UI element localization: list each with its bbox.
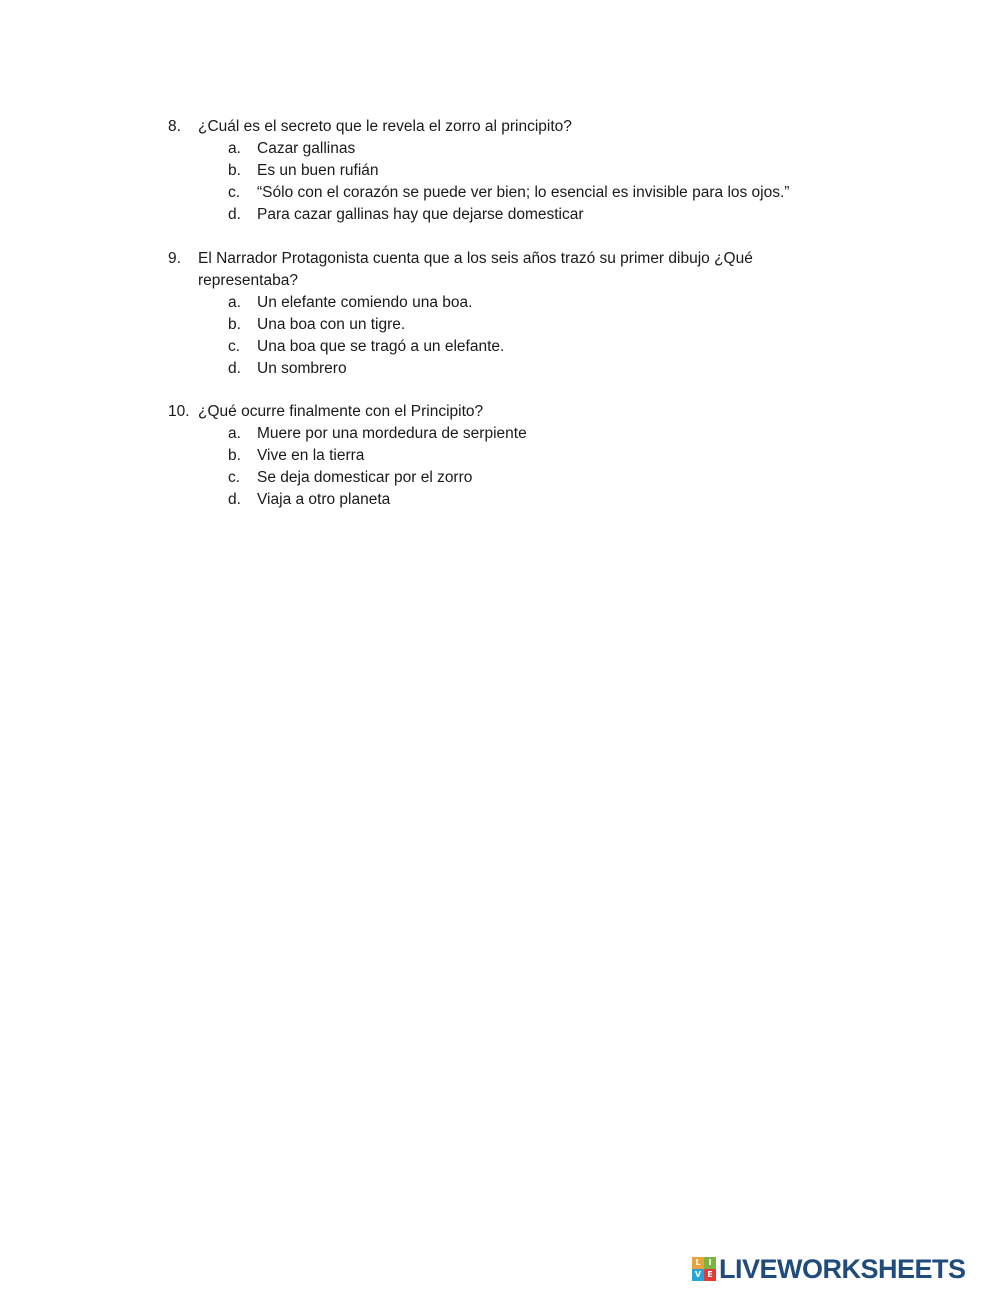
- option-text: Muere por una mordedura de serpiente: [257, 425, 527, 442]
- option-letter: a.: [228, 425, 241, 442]
- question-text: El Narrador Protagonista cuenta que a los seis años trazó su primer dibujo ¿Qué representaba?: [198, 250, 753, 289]
- option-text: Un elefante comiendo una boa.: [257, 294, 473, 311]
- option-c[interactable]: [228, 467, 818, 489]
- option-letter: d.: [228, 206, 241, 223]
- option-c[interactable]: [228, 336, 818, 358]
- logo-letter: L: [692, 1257, 704, 1269]
- option-letter: c.: [228, 469, 241, 486]
- question-text: ¿Qué ocurre finalmente con el Principito?: [198, 403, 484, 420]
- question-number: 10.: [168, 403, 190, 420]
- options-list: [168, 138, 818, 226]
- option-letter: a.: [228, 140, 241, 157]
- option-b[interactable]: [228, 160, 818, 182]
- option-letter: c.: [228, 338, 241, 355]
- option-letter: a.: [228, 294, 241, 311]
- question-9: [168, 248, 818, 380]
- option-a[interactable]: [228, 138, 818, 160]
- option-a[interactable]: [228, 292, 818, 314]
- option-text: Se deja domesticar por el zorro: [257, 469, 473, 486]
- option-c[interactable]: [228, 182, 818, 204]
- option-letter: b.: [228, 162, 241, 179]
- option-text: Cazar gallinas: [257, 140, 356, 157]
- logo-letter: E: [704, 1269, 716, 1281]
- logo-letter: I: [704, 1257, 716, 1269]
- option-text: Es un buen rufián: [257, 162, 379, 179]
- option-text: Vive en la tierra: [257, 447, 365, 464]
- logo-letter: V: [692, 1269, 704, 1281]
- option-text: Viaja a otro planeta: [257, 491, 391, 508]
- question-text: ¿Cuál es el secreto que le revela el zorro al principito?: [198, 118, 572, 135]
- liveworksheets-logo-icon: [692, 1257, 716, 1281]
- option-text: Para cazar gallinas hay que dejarse domesticar: [257, 206, 584, 223]
- brand-name: LIVEWORKSHEETS: [719, 1253, 966, 1284]
- option-text: Una boa que se tragó a un elefante.: [257, 338, 505, 355]
- option-b[interactable]: [228, 445, 818, 467]
- question-number: 9.: [168, 250, 181, 267]
- question-8: [168, 116, 818, 226]
- option-d[interactable]: [228, 489, 818, 511]
- option-letter: b.: [228, 447, 241, 464]
- option-letter: d.: [228, 491, 241, 508]
- option-b[interactable]: [228, 314, 818, 336]
- liveworksheets-brand[interactable]: [692, 1254, 966, 1284]
- question-number: 8.: [168, 118, 181, 135]
- question-10: [168, 401, 818, 511]
- option-letter: c.: [228, 184, 241, 201]
- option-d[interactable]: [228, 204, 818, 226]
- option-d[interactable]: [228, 358, 818, 380]
- option-text: “Sólo con el corazón se puede ver bien; lo esencial es invisible para los ojos.”: [257, 184, 790, 201]
- option-letter: b.: [228, 316, 241, 333]
- option-letter: d.: [228, 360, 241, 377]
- option-a[interactable]: [228, 423, 818, 445]
- option-text: Una boa con un tigre.: [257, 316, 406, 333]
- option-text: Un sombrero: [257, 360, 347, 377]
- options-list: [168, 292, 818, 380]
- options-list: [168, 423, 818, 511]
